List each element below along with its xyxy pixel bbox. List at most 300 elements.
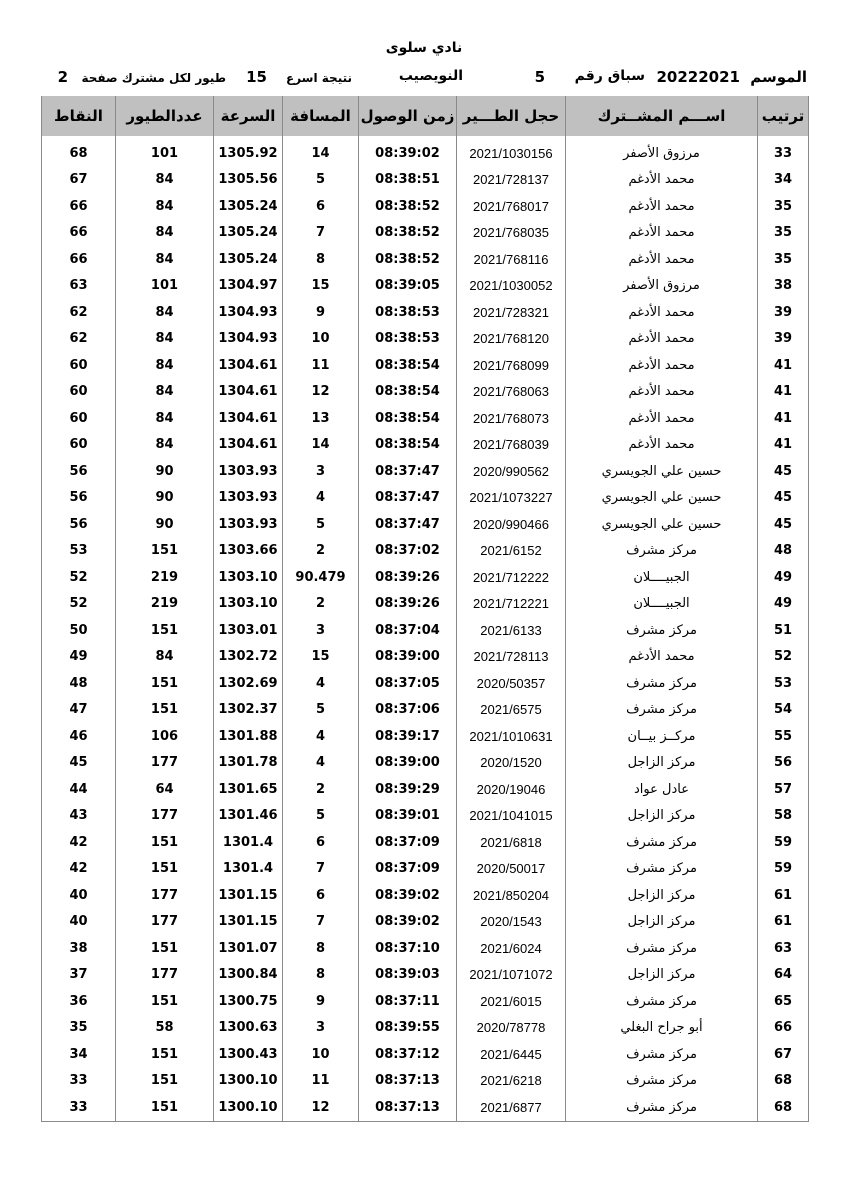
arrival-time-cell: 08:37:06: [359, 697, 457, 724]
birds-count-cell: 84: [116, 220, 214, 247]
ring-cell: 2021/6152: [457, 538, 566, 565]
table-row: [42, 193, 809, 220]
participant-cell: مركز مشرف: [566, 988, 758, 1015]
speed-cell: 1300.84: [214, 962, 283, 989]
results-table: [41, 96, 809, 1122]
table-row: [42, 829, 809, 856]
table-row: [42, 803, 809, 830]
club-title: نادي سلوى: [385, 40, 463, 56]
points-cell: 60: [42, 405, 116, 432]
speed-cell: 1301.15: [214, 909, 283, 936]
participant-cell: مركز الزاجل: [566, 803, 758, 830]
speed-cell: 1303.10: [214, 591, 283, 618]
points-cell: 34: [42, 1041, 116, 1068]
arrival-time-cell: 08:37:04: [359, 617, 457, 644]
page-number: 2: [57, 68, 68, 86]
participant-cell: محمد الأدغم: [566, 379, 758, 406]
ring-cell: 2020/50357: [457, 670, 566, 697]
points-cell: 42: [42, 829, 116, 856]
table-row: [42, 1094, 809, 1121]
points-cell: 47: [42, 697, 116, 724]
points-cell: 44: [42, 776, 116, 803]
birds-count-cell: 90: [116, 458, 214, 485]
distance-cell: 6: [283, 829, 359, 856]
points-cell: 45: [42, 750, 116, 777]
rank-cell: 54: [758, 697, 809, 724]
rank-cell: 68: [758, 1094, 809, 1121]
distance-cell: 7: [283, 856, 359, 883]
table-row: [42, 909, 809, 936]
points-cell: 68: [42, 140, 116, 167]
table-row: [42, 246, 809, 273]
speed-cell: 1301.65: [214, 776, 283, 803]
table-row: [42, 644, 809, 671]
participant-cell: محمد الأدغم: [566, 405, 758, 432]
ring-cell: 2021/768116: [457, 246, 566, 273]
points-cell: 52: [42, 591, 116, 618]
rank-cell: 59: [758, 829, 809, 856]
table-row: [42, 538, 809, 565]
participant-cell: مركز مشرف: [566, 697, 758, 724]
rank-cell: 59: [758, 856, 809, 883]
arrival-time-cell: 08:38:54: [359, 379, 457, 406]
arrival-time-cell: 08:37:10: [359, 935, 457, 962]
points-cell: 35: [42, 1015, 116, 1042]
distance-cell: 9: [283, 299, 359, 326]
distance-cell: 5: [283, 803, 359, 830]
rank-cell: 49: [758, 591, 809, 618]
participant-cell: الجبيــــلان: [566, 564, 758, 591]
ring-cell: 2021/6445: [457, 1041, 566, 1068]
points-cell: 33: [42, 1094, 116, 1121]
ring-cell: 2021/712222: [457, 564, 566, 591]
ring-cell: 2021/850204: [457, 882, 566, 909]
rank-cell: 48: [758, 538, 809, 565]
arrival-time-cell: 08:39:29: [359, 776, 457, 803]
speed-cell: 1302.37: [214, 697, 283, 724]
birds-count-cell: 151: [116, 538, 214, 565]
speed-cell: 1303.93: [214, 458, 283, 485]
distance-cell: 2: [283, 591, 359, 618]
participant-cell: مركز الزاجل: [566, 750, 758, 777]
arrival-time-cell: 08:39:05: [359, 273, 457, 300]
arrival-time-cell: 08:39:01: [359, 803, 457, 830]
points-cell: 37: [42, 962, 116, 989]
rank-cell: 45: [758, 458, 809, 485]
speed-cell: 1301.15: [214, 882, 283, 909]
race-number: 5: [534, 68, 545, 86]
table-row: [42, 856, 809, 883]
table-row: [42, 326, 809, 353]
birds-count-cell: 177: [116, 750, 214, 777]
ring-cell: 2021/768120: [457, 326, 566, 353]
arrival-time-cell: 08:39:02: [359, 882, 457, 909]
table-row: [42, 988, 809, 1015]
race-name: النويصيب: [398, 68, 463, 84]
distance-cell: 4: [283, 750, 359, 777]
speed-cell: 1304.97: [214, 273, 283, 300]
birds-count-cell: 84: [116, 246, 214, 273]
birds-count-cell: 64: [116, 776, 214, 803]
arrival-time-cell: 08:37:13: [359, 1094, 457, 1121]
birds-count-cell: 58: [116, 1015, 214, 1042]
birds-count-cell: 151: [116, 1068, 214, 1095]
speed-cell: 1303.93: [214, 485, 283, 512]
arrival-time-cell: 08:38:54: [359, 432, 457, 459]
speed-cell: 1303.93: [214, 511, 283, 538]
participant-cell: مركز مشرف: [566, 935, 758, 962]
table-row: [42, 564, 809, 591]
season-label: الموسم: [750, 68, 807, 86]
birds-count-cell: 84: [116, 432, 214, 459]
table-row: [42, 962, 809, 989]
speed-cell: 1301.4: [214, 856, 283, 883]
table-row: [42, 458, 809, 485]
birds-count-cell: 84: [116, 644, 214, 671]
table-row: [42, 220, 809, 247]
participant-cell: أبو جراح البغلي: [566, 1015, 758, 1042]
arrival-time-cell: 08:37:05: [359, 670, 457, 697]
participant-cell: مركز مشرف: [566, 829, 758, 856]
distance-cell: 5: [283, 511, 359, 538]
participant-cell: مركز مشرف: [566, 538, 758, 565]
table-row: [42, 299, 809, 326]
participant-cell: مرزوق الأصفر: [566, 273, 758, 300]
speed-cell: 1304.93: [214, 299, 283, 326]
points-cell: 62: [42, 299, 116, 326]
table-row: [42, 776, 809, 803]
ring-cell: 2020/1520: [457, 750, 566, 777]
distance-cell: 5: [283, 167, 359, 194]
arrival-time-cell: 08:37:13: [359, 1068, 457, 1095]
col-speed-header: السرعة: [214, 96, 283, 136]
distance-cell: 12: [283, 1094, 359, 1121]
arrival-time-cell: 08:38:53: [359, 299, 457, 326]
speed-cell: 1300.63: [214, 1015, 283, 1042]
ring-cell: 2020/78778: [457, 1015, 566, 1042]
points-cell: 48: [42, 670, 116, 697]
birds-count-cell: 84: [116, 326, 214, 353]
participant-cell: مركــز بيــان: [566, 723, 758, 750]
ring-cell: 2021/6015: [457, 988, 566, 1015]
speed-cell: 1301.88: [214, 723, 283, 750]
arrival-time-cell: 08:38:54: [359, 405, 457, 432]
birds-count-cell: 151: [116, 829, 214, 856]
points-cell: 43: [42, 803, 116, 830]
ring-cell: 2021/1073227: [457, 485, 566, 512]
distance-cell: 9: [283, 988, 359, 1015]
arrival-time-cell: 08:37:47: [359, 458, 457, 485]
table-row: [42, 352, 809, 379]
birds-count-cell: 84: [116, 193, 214, 220]
ring-cell: 2021/6818: [457, 829, 566, 856]
birds-count-cell: 151: [116, 697, 214, 724]
arrival-time-cell: 08:38:53: [359, 326, 457, 353]
rank-cell: 35: [758, 193, 809, 220]
ring-cell: 2021/728137: [457, 167, 566, 194]
points-cell: 60: [42, 432, 116, 459]
points-cell: 66: [42, 193, 116, 220]
ring-cell: 2021/1041015: [457, 803, 566, 830]
distance-cell: 4: [283, 485, 359, 512]
rank-cell: 53: [758, 670, 809, 697]
participant-cell: مركز الزاجل: [566, 962, 758, 989]
participant-cell: مركز مشرف: [566, 670, 758, 697]
arrival-time-cell: 08:39:26: [359, 591, 457, 618]
speed-cell: 1301.46: [214, 803, 283, 830]
distance-cell: 7: [283, 909, 359, 936]
speed-cell: 1305.24: [214, 246, 283, 273]
participant-cell: محمد الأدغم: [566, 246, 758, 273]
table-row: [42, 1015, 809, 1042]
participant-cell: محمد الأدغم: [566, 299, 758, 326]
season-value: 20222021: [656, 68, 740, 86]
points-cell: 40: [42, 909, 116, 936]
arrival-time-cell: 08:37:47: [359, 511, 457, 538]
speed-cell: 1300.10: [214, 1068, 283, 1095]
rank-cell: 41: [758, 405, 809, 432]
arrival-time-cell: 08:38:52: [359, 220, 457, 247]
birds-count-cell: 151: [116, 1041, 214, 1068]
distance-cell: 10: [283, 326, 359, 353]
rank-cell: 38: [758, 273, 809, 300]
distance-cell: 3: [283, 458, 359, 485]
distance-cell: 11: [283, 352, 359, 379]
participant-cell: مركز مشرف: [566, 856, 758, 883]
birds-count-cell: 84: [116, 167, 214, 194]
points-cell: 38: [42, 935, 116, 962]
distance-cell: 12: [283, 379, 359, 406]
arrival-time-cell: 08:37:09: [359, 856, 457, 883]
rank-cell: 39: [758, 299, 809, 326]
birds-count-cell: 151: [116, 856, 214, 883]
points-cell: 42: [42, 856, 116, 883]
arrival-time-cell: 08:37:47: [359, 485, 457, 512]
participant-cell: مرزوق الأصفر: [566, 140, 758, 167]
col-rank-header: ترتيب: [758, 96, 809, 136]
participant-cell: حسين علي الجويسري: [566, 458, 758, 485]
arrival-time-cell: 08:39:55: [359, 1015, 457, 1042]
arrival-time-cell: 08:39:03: [359, 962, 457, 989]
birds-count-cell: 84: [116, 379, 214, 406]
points-cell: 46: [42, 723, 116, 750]
table-row: [42, 1068, 809, 1095]
participant-cell: محمد الأدغم: [566, 193, 758, 220]
participant-cell: محمد الأدغم: [566, 167, 758, 194]
speed-cell: 1301.78: [214, 750, 283, 777]
birds-count-cell: 151: [116, 1094, 214, 1121]
participant-cell: الجبيــــلان: [566, 591, 758, 618]
ring-cell: 2021/768073: [457, 405, 566, 432]
birds-count-cell: 151: [116, 935, 214, 962]
arrival-time-cell: 08:39:00: [359, 750, 457, 777]
ring-cell: 2020/990466: [457, 511, 566, 538]
col-distance-header: المسافة: [283, 96, 359, 136]
table-row: [42, 167, 809, 194]
table-row: [42, 591, 809, 618]
participant-cell: محمد الأدغم: [566, 220, 758, 247]
rank-cell: 41: [758, 379, 809, 406]
table-row: [42, 511, 809, 538]
arrival-time-cell: 08:37:02: [359, 538, 457, 565]
birds-count-cell: 177: [116, 962, 214, 989]
distance-cell: 8: [283, 246, 359, 273]
arrival-time-cell: 08:37:12: [359, 1041, 457, 1068]
rank-cell: 55: [758, 723, 809, 750]
ring-cell: 2021/1030156: [457, 140, 566, 167]
points-cell: 67: [42, 167, 116, 194]
rank-cell: 65: [758, 988, 809, 1015]
participant-cell: حسين علي الجويسري: [566, 511, 758, 538]
table-row: [42, 405, 809, 432]
birds-count-cell: 177: [116, 909, 214, 936]
ring-cell: 2020/1543: [457, 909, 566, 936]
distance-cell: 15: [283, 644, 359, 671]
distance-cell: 90.479: [283, 564, 359, 591]
ring-cell: 2021/6024: [457, 935, 566, 962]
distance-cell: 13: [283, 405, 359, 432]
distance-cell: 14: [283, 140, 359, 167]
arrival-time-cell: 08:38:54: [359, 352, 457, 379]
rank-cell: 35: [758, 220, 809, 247]
speed-cell: 1303.66: [214, 538, 283, 565]
points-cell: 49: [42, 644, 116, 671]
speed-cell: 1301.07: [214, 935, 283, 962]
rank-cell: 33: [758, 140, 809, 167]
distance-cell: 8: [283, 962, 359, 989]
speed-cell: 1304.61: [214, 405, 283, 432]
birds-count-cell: 177: [116, 882, 214, 909]
points-cell: 56: [42, 485, 116, 512]
fastest-count: 15: [246, 68, 267, 86]
arrival-time-cell: 08:39:02: [359, 140, 457, 167]
participant-cell: مركز الزاجل: [566, 909, 758, 936]
ring-cell: 2021/768099: [457, 352, 566, 379]
birds-count-cell: 177: [116, 803, 214, 830]
ring-cell: 2021/6877: [457, 1094, 566, 1121]
rank-cell: 63: [758, 935, 809, 962]
table-row: [42, 273, 809, 300]
birds-count-cell: 84: [116, 299, 214, 326]
rank-cell: 61: [758, 882, 809, 909]
participant-cell: مركز مشرف: [566, 617, 758, 644]
rank-cell: 49: [758, 564, 809, 591]
arrival-time-cell: 08:39:00: [359, 644, 457, 671]
points-cell: 62: [42, 326, 116, 353]
distance-cell: 7: [283, 220, 359, 247]
speed-cell: 1302.72: [214, 644, 283, 671]
ring-cell: 2021/768063: [457, 379, 566, 406]
table-row: [42, 882, 809, 909]
participant-cell: مركز مشرف: [566, 1094, 758, 1121]
ring-cell: 2021/768035: [457, 220, 566, 247]
speed-cell: 1300.43: [214, 1041, 283, 1068]
ring-cell: 2021/1071072: [457, 962, 566, 989]
ring-cell: 2021/1030052: [457, 273, 566, 300]
rank-cell: 35: [758, 246, 809, 273]
rank-cell: 41: [758, 432, 809, 459]
table-row: [42, 1041, 809, 1068]
rank-cell: 57: [758, 776, 809, 803]
per-member-label: طيور لكل مشترك صفحة: [81, 71, 226, 85]
table-row: [42, 697, 809, 724]
participant-cell: محمد الأدغم: [566, 352, 758, 379]
points-cell: 60: [42, 352, 116, 379]
ring-cell: 2021/712221: [457, 591, 566, 618]
distance-cell: 11: [283, 1068, 359, 1095]
points-cell: 56: [42, 458, 116, 485]
points-cell: 50: [42, 617, 116, 644]
speed-cell: 1304.93: [214, 326, 283, 353]
distance-cell: 10: [283, 1041, 359, 1068]
speed-cell: 1302.69: [214, 670, 283, 697]
distance-cell: 3: [283, 1015, 359, 1042]
col-birds-header: عددالطيور: [116, 96, 214, 136]
participant-cell: عادل عواد: [566, 776, 758, 803]
ring-cell: 2021/6133: [457, 617, 566, 644]
participant-cell: مركز مشرف: [566, 1068, 758, 1095]
birds-count-cell: 219: [116, 591, 214, 618]
birds-count-cell: 219: [116, 564, 214, 591]
arrival-time-cell: 08:38:52: [359, 193, 457, 220]
arrival-time-cell: 08:38:52: [359, 246, 457, 273]
points-cell: 40: [42, 882, 116, 909]
ring-cell: 2021/768017: [457, 193, 566, 220]
birds-count-cell: 101: [116, 273, 214, 300]
points-cell: 60: [42, 379, 116, 406]
fastest-label: نتيجة اسرع: [286, 71, 352, 85]
distance-cell: 15: [283, 273, 359, 300]
distance-cell: 3: [283, 617, 359, 644]
birds-count-cell: 151: [116, 617, 214, 644]
speed-cell: 1305.56: [214, 167, 283, 194]
participant-cell: محمد الأدغم: [566, 432, 758, 459]
ring-cell: 2021/1010631: [457, 723, 566, 750]
points-cell: 53: [42, 538, 116, 565]
table-header-row: [42, 96, 809, 136]
arrival-time-cell: 08:39:26: [359, 564, 457, 591]
table-row: [42, 140, 809, 167]
rank-cell: 67: [758, 1041, 809, 1068]
points-cell: 63: [42, 273, 116, 300]
rank-cell: 45: [758, 485, 809, 512]
speed-cell: 1305.24: [214, 193, 283, 220]
table-row: [42, 617, 809, 644]
race-label: سباق رقم: [574, 68, 645, 84]
rank-cell: 64: [758, 962, 809, 989]
speed-cell: 1305.24: [214, 220, 283, 247]
birds-count-cell: 101: [116, 140, 214, 167]
points-cell: 33: [42, 1068, 116, 1095]
rank-cell: 51: [758, 617, 809, 644]
arrival-time-cell: 08:37:11: [359, 988, 457, 1015]
speed-cell: 1304.61: [214, 432, 283, 459]
speed-cell: 1303.10: [214, 564, 283, 591]
ring-cell: 2021/728321: [457, 299, 566, 326]
birds-count-cell: 90: [116, 485, 214, 512]
participant-cell: مركز الزاجل: [566, 882, 758, 909]
col-participant-header: اســـم المشــترك: [566, 96, 758, 136]
distance-cell: 4: [283, 723, 359, 750]
table-row: [42, 432, 809, 459]
rank-cell: 61: [758, 909, 809, 936]
col-ring-header: حجل الطـــير: [457, 96, 566, 136]
speed-cell: 1304.61: [214, 379, 283, 406]
participant-cell: حسين علي الجويسري: [566, 485, 758, 512]
distance-cell: 5: [283, 697, 359, 724]
ring-cell: 2020/19046: [457, 776, 566, 803]
rank-cell: 45: [758, 511, 809, 538]
